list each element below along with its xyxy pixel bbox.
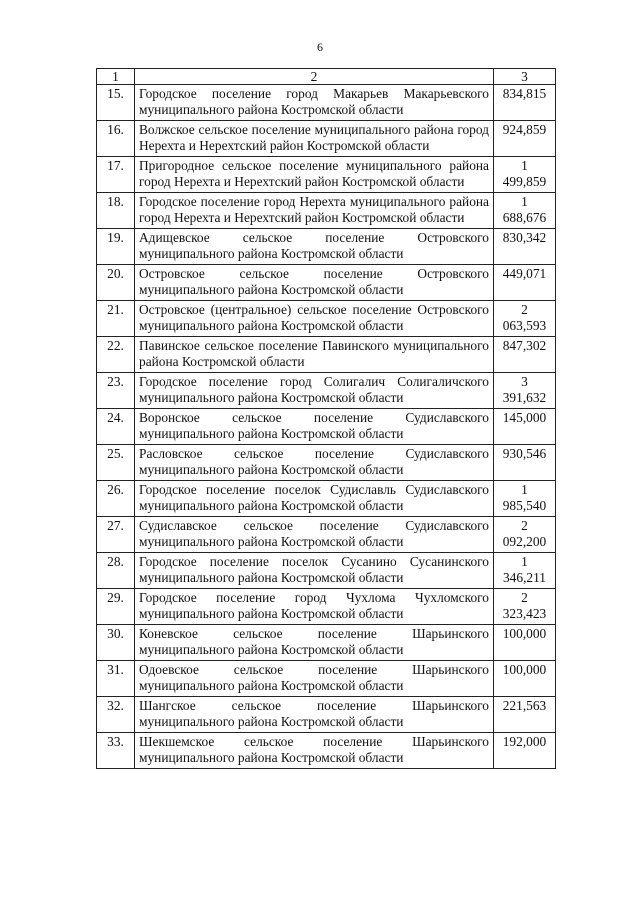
row-number: 21. xyxy=(97,301,135,337)
amount: 834,815 xyxy=(494,85,556,121)
table-row xyxy=(97,265,556,301)
table-row xyxy=(97,157,556,193)
table-row xyxy=(97,301,556,337)
amount: 100,000 xyxy=(494,625,556,661)
settlement-name: Городское поселение город Макарьев Макарьевского муниципального района Костромской области xyxy=(135,85,494,121)
amount: 2 092,200 xyxy=(494,517,556,553)
table-row xyxy=(97,697,556,733)
amount: 145,000 xyxy=(494,409,556,445)
settlement-name: Городское поселение поселок Судиславль Судиславского муниципального района Костромской области xyxy=(135,481,494,517)
amount: 1 985,540 xyxy=(494,481,556,517)
amount: 1 688,676 xyxy=(494,193,556,229)
settlement-name: Городское поселение город Солигалич Солигаличского муниципального района Костромской области xyxy=(135,373,494,409)
settlement-name: Воронское сельское поселение Судиславского муниципального района Костромской области xyxy=(135,409,494,445)
row-number: 30. xyxy=(97,625,135,661)
amount: 930,546 xyxy=(494,445,556,481)
amount: 830,342 xyxy=(494,229,556,265)
table-row xyxy=(97,589,556,625)
settlement-name: Коневское сельское поселение Шарьинского муниципального района Костромской области xyxy=(135,625,494,661)
row-number: 17. xyxy=(97,157,135,193)
amount: 221,563 xyxy=(494,697,556,733)
column-header-1: 1 xyxy=(97,69,135,85)
row-number: 26. xyxy=(97,481,135,517)
amount: 924,859 xyxy=(494,121,556,157)
row-number: 23. xyxy=(97,373,135,409)
settlement-name: Шангское сельское поселение Шарьинского муниципального района Костромской области xyxy=(135,697,494,733)
allocation-table xyxy=(96,68,556,769)
amount: 449,071 xyxy=(494,265,556,301)
amount: 1 499,859 xyxy=(494,157,556,193)
settlement-name: Островское сельское поселение Островского муниципального района Костромской области xyxy=(135,265,494,301)
row-number: 15. xyxy=(97,85,135,121)
settlement-name: Волжское сельское поселение муниципального района город Нерехта и Нерехтский район Костромской области xyxy=(135,121,494,157)
amount: 192,000 xyxy=(494,733,556,769)
amount: 2 323,423 xyxy=(494,589,556,625)
page-number: 6 xyxy=(317,40,323,54)
table-row xyxy=(97,373,556,409)
settlement-name: Судиславское сельское поселение Судиславского муниципального района Костромской области xyxy=(135,517,494,553)
table-row xyxy=(97,121,556,157)
row-number: 24. xyxy=(97,409,135,445)
column-header-3: 3 xyxy=(494,69,556,85)
settlement-name: Шекшемское сельское поселение Шарьинского муниципального района Костромской области xyxy=(135,733,494,769)
settlement-name: Городское поселение город Чухлома Чухломского муниципального района Костромской области xyxy=(135,589,494,625)
amount: 100,000 xyxy=(494,661,556,697)
table-row xyxy=(97,337,556,373)
table-row xyxy=(97,85,556,121)
row-number: 27. xyxy=(97,517,135,553)
row-number: 16. xyxy=(97,121,135,157)
table-row xyxy=(97,517,556,553)
table-row xyxy=(97,229,556,265)
table-row xyxy=(97,445,556,481)
row-number: 19. xyxy=(97,229,135,265)
table-header-row xyxy=(97,69,556,85)
row-number: 33. xyxy=(97,733,135,769)
row-number: 28. xyxy=(97,553,135,589)
settlement-name: Павинское сельское поселение Павинского муниципального района Костромской области xyxy=(135,337,494,373)
table-row xyxy=(97,193,556,229)
table-row xyxy=(97,553,556,589)
row-number: 29. xyxy=(97,589,135,625)
row-number: 20. xyxy=(97,265,135,301)
table-row xyxy=(97,733,556,769)
settlement-name: Островское (центральное) сельское поселение Островского муниципального района Костромской области xyxy=(135,301,494,337)
amount: 3 391,632 xyxy=(494,373,556,409)
settlement-name: Одоевское сельское поселение Шарьинского муниципального района Костромской области xyxy=(135,661,494,697)
row-number: 31. xyxy=(97,661,135,697)
amount: 2 063,593 xyxy=(494,301,556,337)
table-row xyxy=(97,661,556,697)
row-number: 32. xyxy=(97,697,135,733)
table-body xyxy=(97,85,556,769)
amount: 847,302 xyxy=(494,337,556,373)
settlement-name: Городское поселение поселок Сусанино Сусанинского муниципального района Костромской области xyxy=(135,553,494,589)
table-row xyxy=(97,625,556,661)
table-row xyxy=(97,409,556,445)
settlement-name: Расловское сельское поселение Судиславского муниципального района Костромской области xyxy=(135,445,494,481)
table-row xyxy=(97,481,556,517)
settlement-name: Городское поселение город Нерехта муниципального района город Нерехта и Нерехтский район Костромской области xyxy=(135,193,494,229)
row-number: 18. xyxy=(97,193,135,229)
settlement-name: Адищевское сельское поселение Островского муниципального района Костромской области xyxy=(135,229,494,265)
settlement-name: Пригородное сельское поселение муниципального района город Нерехта и Нерехтский район Костромской области xyxy=(135,157,494,193)
row-number: 25. xyxy=(97,445,135,481)
amount: 1 346,211 xyxy=(494,553,556,589)
column-header-2: 2 xyxy=(135,69,494,85)
row-number: 22. xyxy=(97,337,135,373)
